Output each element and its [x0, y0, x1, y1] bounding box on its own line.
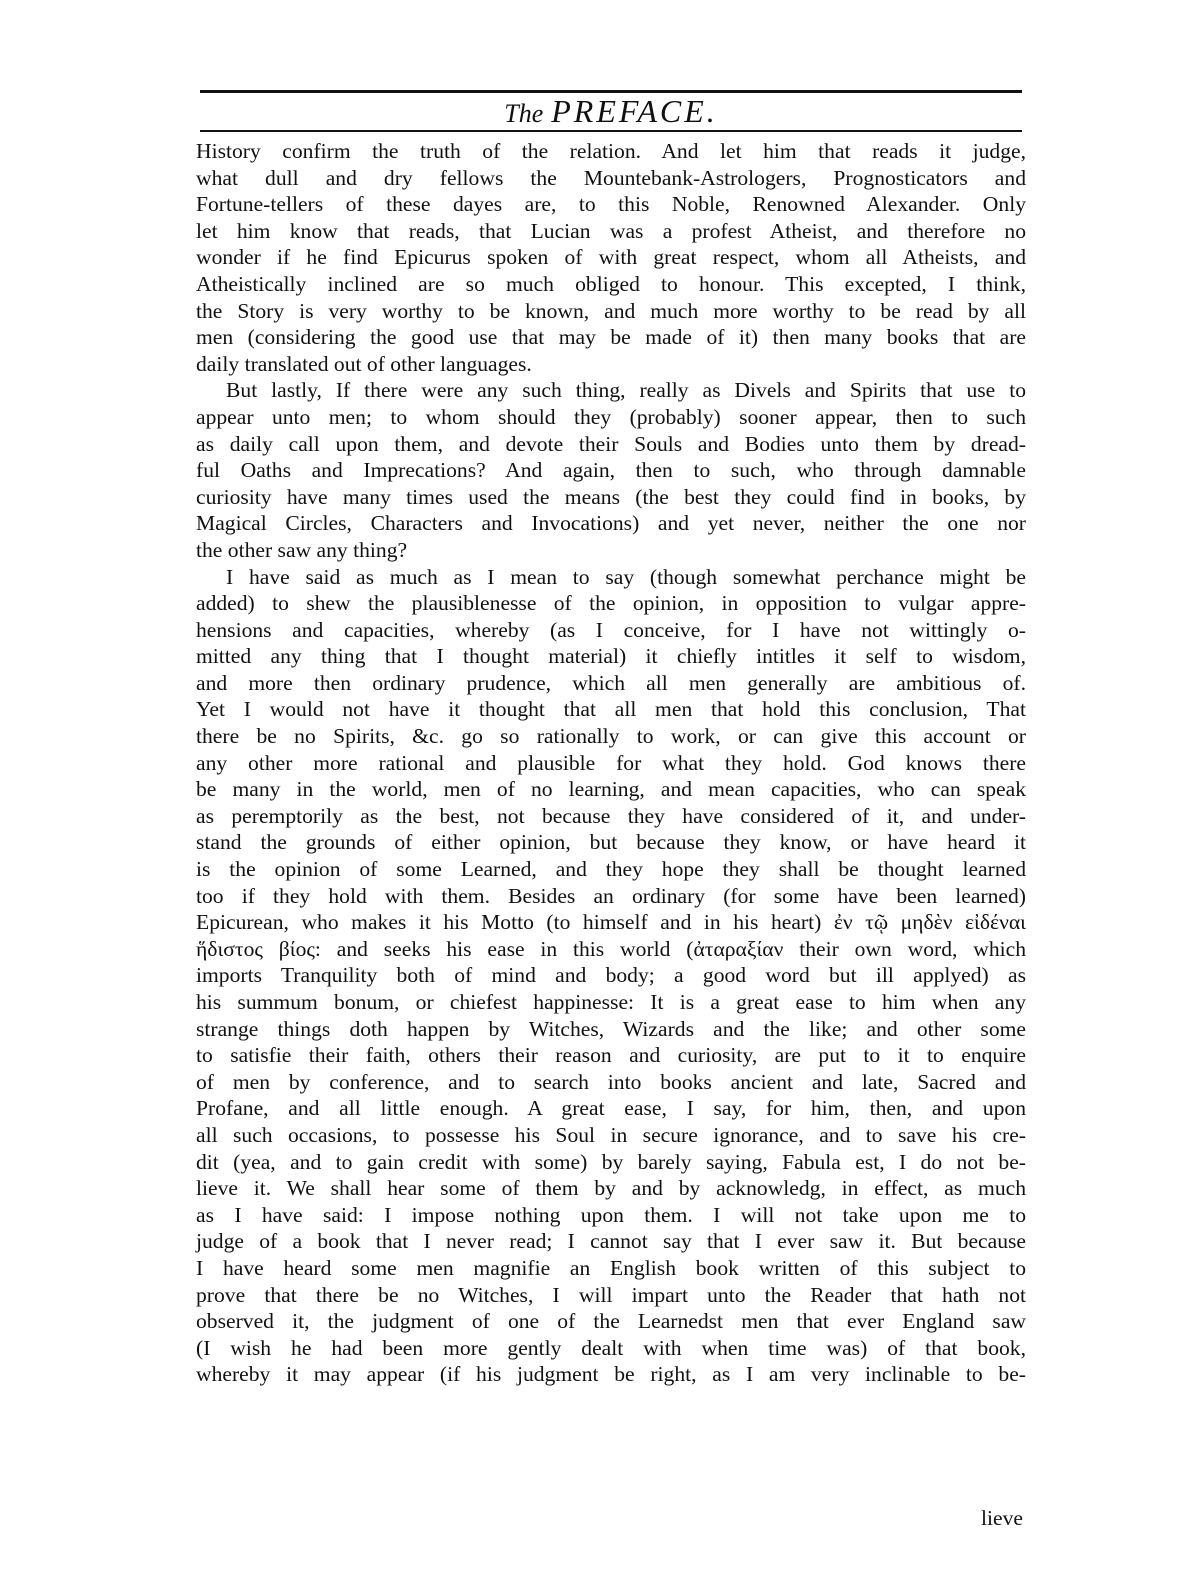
text-line: Yet I would not have it thought that all men that hold this conclusion, That: [196, 697, 1026, 722]
text-line: History confirm the truth of the relation. And let him that reads it judge,: [196, 139, 1026, 163]
text-line: prove that there be no Witches, I will impart unto the Reader that hath not: [196, 1282, 1026, 1307]
header-title: PREFACE.: [551, 93, 718, 129]
text-line: all such occasions, to possesse his Soul in secure ignorance, and to save his cre-: [196, 1122, 1026, 1147]
text-line: observed it, the judgment of one of the Learnedst men that ever England saw: [196, 1309, 1026, 1334]
text-line: strange things doth happen by Witches, Wizards and the like; and other some: [196, 1016, 1026, 1041]
text-line: as daily call upon them, and devote their Souls and Bodies unto them by dread-: [196, 431, 1026, 456]
text-line: But lastly, If there were any such thing, really as Divels and Spirits that use to: [226, 378, 1026, 403]
text-line: ἥδιστος βίος: and seeks his ease in this world (ἀταραξίαν their own word, which: [196, 936, 1026, 961]
text-line: ful Oaths and Imprecations? And again, then to such, who through damnable: [196, 458, 1026, 483]
text-line: is the opinion of some Learned, and they hope they shall be thought learned: [196, 857, 1026, 882]
text-line: curiosity have many times used the means (the best they could find in books, by: [196, 484, 1026, 509]
header-the: The: [504, 99, 544, 128]
text-line: of men by conference, and to search into books ancient and late, Sacred and: [196, 1069, 1026, 1094]
catchword: lieve: [981, 1506, 1023, 1530]
text-line: let him know that reads, that Lucian was a profest Atheist, and therefore no: [196, 218, 1026, 243]
text-line: dit (yea, and to gain credit with some) by barely saying, Fabula est, I do not be-: [196, 1149, 1026, 1174]
text-line: be many in the world, men of no learning, and mean capacities, who can speak: [196, 777, 1026, 802]
text-line: the other saw any thing?: [196, 537, 408, 562]
text-line: lieve it. We shall hear some of them by and by acknowledg, in effect, as much: [196, 1176, 1026, 1201]
text-line: I have heard some men magnifie an English book written of this subject to: [196, 1255, 1026, 1280]
text-line: there be no Spirits, &c. go so rationally to work, or can give this account or: [196, 724, 1026, 749]
text-line: hensions and capacities, whereby (as I conceive, for I have not wittingly o-: [196, 617, 1026, 642]
text-line: daily translated out of other languages.: [196, 351, 532, 376]
text-line: judge of a book that I never read; I cannot say that I ever saw it. But because: [196, 1229, 1026, 1254]
text-line: (I wish he had been more gently dealt with when time was) of that book,: [196, 1335, 1026, 1360]
text-line: the Story is very worthy to be known, and much more worthy to be read by all: [196, 298, 1026, 323]
text-line: what dull and dry fellows the Mountebank-Astrologers, Prognosticators and: [196, 165, 1026, 190]
text-line: stand the grounds of either opinion, but because they know, or have heard it: [196, 830, 1026, 855]
text-line: and more then ordinary prudence, which all men generally are ambitious of.: [196, 670, 1026, 695]
text-line: men (considering the good use that may be made of it) then many books that are: [196, 325, 1026, 350]
text-line: mitted any thing that I thought material) it chiefly intitles it self to wisdom,: [196, 644, 1026, 669]
text-line: I have said as much as I mean to say (though somewhat perchance might be: [226, 564, 1026, 589]
text-line: as peremptorily as the best, not because they have considered of it, and under-: [196, 803, 1026, 828]
text-line: imports Tranquility both of mind and body; a good word but ill applyed) as: [196, 963, 1026, 988]
running-header: [200, 93, 1022, 132]
text-line: Epicurean, who makes it his Motto (to himself and in his heart) ἐν τῷ μηδὲν εἰδέναι: [196, 910, 1026, 935]
text-line: wonder if he find Epicurus spoken of with great respect, whom all Atheists, and: [196, 245, 1026, 270]
text-line: to satisfie their faith, others their reason and curiosity, are put to it to enquire: [196, 1043, 1026, 1068]
text-line: whereby it may appear (if his judgment be right, as I am very inclinable to be-: [196, 1362, 1026, 1387]
text-line: his summum bonum, or chiefest happinesse: It is a great ease to him when any: [196, 990, 1026, 1014]
text-line: added) to shew the plausiblenesse of the opinion, in opposition to vulgar appre-: [196, 591, 1026, 616]
text-line: as I have said: I impose nothing upon them. I will not take upon me to: [196, 1202, 1026, 1227]
text-line: too if they hold with them. Besides an ordinary (for some have been learned): [196, 883, 1026, 908]
header-rule-bottom: [200, 130, 1022, 132]
text-line: Atheistically inclined are so much obliged to honour. This excepted, I think,: [196, 271, 1026, 296]
text-line: Fortune-tellers of these dayes are, to this Noble, Renowned Alexander. Only: [196, 192, 1026, 217]
text-line: Magical Circles, Characters and Invocations) and yet never, neither the one nor: [196, 511, 1026, 536]
text-line: Profane, and all little enough. A great ease, I say, for him, then, and upon: [196, 1096, 1026, 1121]
preface-body: [196, 138, 1026, 1388]
text-line: any other more rational and plausible for what they hold. God knows there: [196, 750, 1026, 775]
text-line: appear unto men; to whom should they (probably) sooner appear, then to such: [196, 404, 1026, 429]
